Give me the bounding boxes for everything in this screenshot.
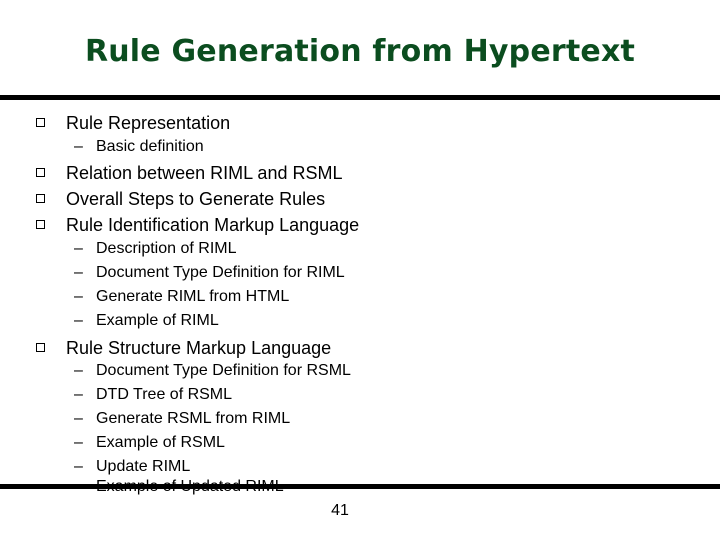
square-bullet-icon bbox=[36, 220, 45, 229]
square-bullet-icon bbox=[36, 118, 45, 127]
slide-content: Rule Representation – Basic definition Relation between RIML and RSML Overall Steps to Generate Rules Rule Identification Markup Language – Description of RIML – Document Type Definition for RIML – Generate RIML from HTML – Example of RIML Rule Structure Markup Language – Document Type Definition for RSML – DTD Tree of RSML – Generate RSML from RIML – Example of RSML – Update RIML bbox=[0, 0, 720, 484]
square-bullet-icon bbox=[36, 343, 45, 352]
slide-title: Rule Generation from Hypertext bbox=[84, 34, 636, 69]
square-bullet-icon bbox=[36, 168, 45, 177]
page-number: 41 bbox=[331, 502, 349, 519]
square-bullet-icon bbox=[36, 194, 45, 203]
footer-divider bbox=[0, 484, 720, 489]
